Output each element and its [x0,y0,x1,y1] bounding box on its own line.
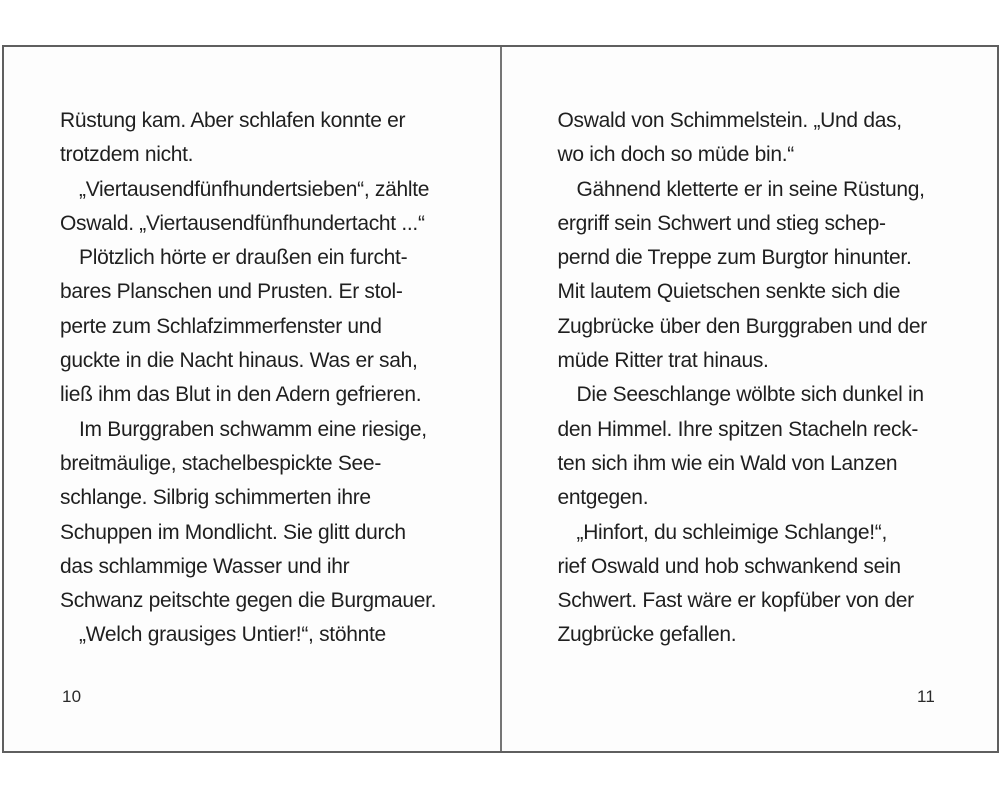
text-line: Plötzlich hörte er draußen ein furcht- [79,246,408,270]
text-line: Schuppen im Mondlicht. Sie glitt durch [60,520,406,544]
text-line: Zugbrücke gefallen. [557,623,737,647]
text-line: Rüstung kam. Aber schlafen konnte er [60,109,406,132]
text-line: guckte in die Nacht hinaus. Was er sah, [60,349,418,373]
text-line: „Hinfort, du schleimige Schlange!“, [576,520,887,544]
text-line: „Viertausendfünfhundertsieben“, zählte [79,177,430,201]
text-line: Gähnend kletterte er in seine Rüstung, [576,177,925,201]
page-right [502,47,998,751]
page-left [4,47,502,751]
left-page-number: 10 [62,687,82,706]
text-line: trotzdem nicht. [60,143,194,167]
right-page-text [558,104,970,653]
text-line: wo ich doch so müde bin.“ [557,143,794,167]
text-line: ergriff sein Schwert und stieg schep- [557,211,886,235]
text-line: ließ ihm das Blut in den Adern gefrieren. [60,383,422,407]
text-line: Mit lautem Quietschen senkte sich die [557,280,901,304]
text-line: breitmäulige, stachelbespickte See- [60,451,382,475]
book-spread [2,45,999,753]
right-page-number: 11 [916,687,935,706]
text-line: Oswald. „Viertausendfünfhundertacht ...“ [60,211,425,235]
text-line: den Himmel. Ihre spitzen Stacheln reck- [557,417,919,441]
left-page-text [60,104,472,653]
text-line: müde Ritter trat hinaus. [557,349,769,373]
text-line: Schwert. Fast wäre er kopfüber von der [557,589,914,613]
text-line: Schwanz peitschte gegen die Burgmauer. [60,589,437,613]
text-line: Die Seeschlange wölbte sich dunkel in [576,383,924,407]
text-line: Oswald von Schimmelstein. „Und das, [557,109,902,132]
text-line: das schlammige Wasser und ihr [60,554,350,578]
text-line: ten sich ihm wie ein Wald von Lanzen [557,451,898,475]
text-line: entgegen. [557,486,649,510]
text-line: Zugbrücke über den Burggraben und der [557,314,927,338]
text-line: schlange. Silbrig schimmerten ihre [60,486,371,510]
text-line: „Welch grausiges Untier!“, stöhnte [79,623,386,647]
text-line: rief Oswald und hob schwankend sein [557,554,901,578]
text-line: perte zum Schlafzimmerfenster und [60,314,382,338]
text-line: pernd die Treppe zum Burgtor hinunter. [557,246,912,270]
text-line: Im Burggraben schwamm eine riesige, [79,417,427,441]
text-line: bares Planschen und Prusten. Er stol- [60,280,403,304]
